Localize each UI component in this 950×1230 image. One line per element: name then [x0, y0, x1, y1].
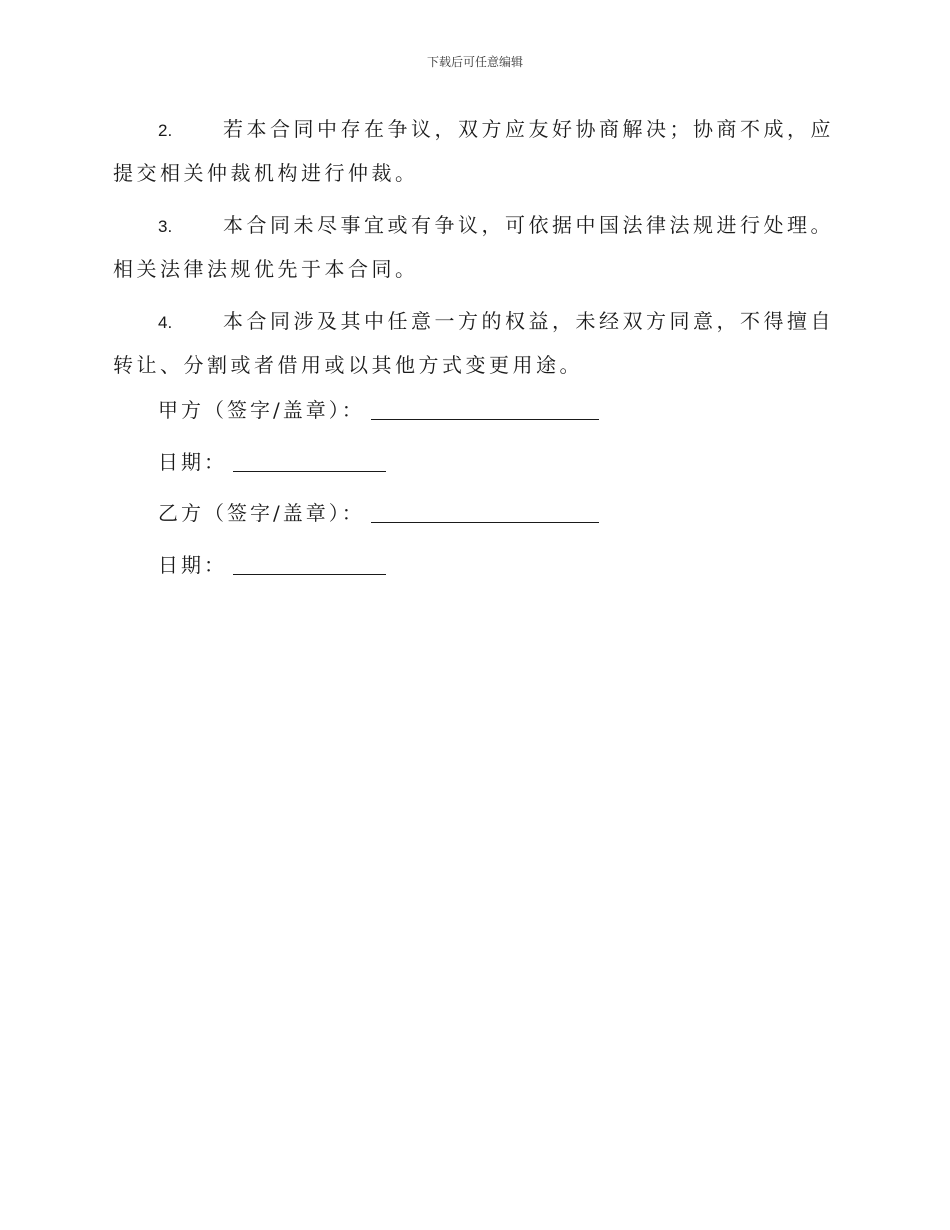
date-b-label: 日期： [158, 553, 227, 577]
clause-number: 2. [158, 121, 173, 140]
party-b-signature [158, 500, 599, 526]
date-b-line [233, 554, 386, 575]
clause-text: 本合同涉及其中任意一方的权益，未经双方同意，不得擅自转让、分割或者借用或以其他方式变更用途。 [113, 309, 834, 377]
page-header: 下载后可任意编辑 [426, 55, 523, 69]
party-a-date [158, 449, 386, 475]
party-a-signature-line [371, 399, 599, 420]
party-b-label: 乙方（签字/盖章）： [158, 501, 365, 525]
clause-text: 若本合同中存在争议，双方应友好协商解决；协商不成，应提交相关仲裁机构进行仲裁。 [113, 117, 834, 185]
date-a-label: 日期： [158, 450, 227, 474]
party-b-date [158, 552, 386, 578]
party-a-label: 甲方（签字/盖章）： [158, 398, 365, 422]
contract-body [113, 108, 835, 396]
clause-2 [113, 108, 835, 194]
party-a-signature [158, 397, 599, 423]
clause-4 [113, 300, 835, 386]
party-b-signature-line [371, 502, 599, 523]
clause-number: 4. [158, 313, 173, 332]
clause-3 [113, 204, 835, 290]
date-a-line [233, 451, 386, 472]
clause-number: 3. [158, 217, 173, 236]
clause-text: 本合同未尽事宜或有争议，可依据中国法律法规进行处理。相关法律法规优先于本合同。 [113, 213, 834, 281]
